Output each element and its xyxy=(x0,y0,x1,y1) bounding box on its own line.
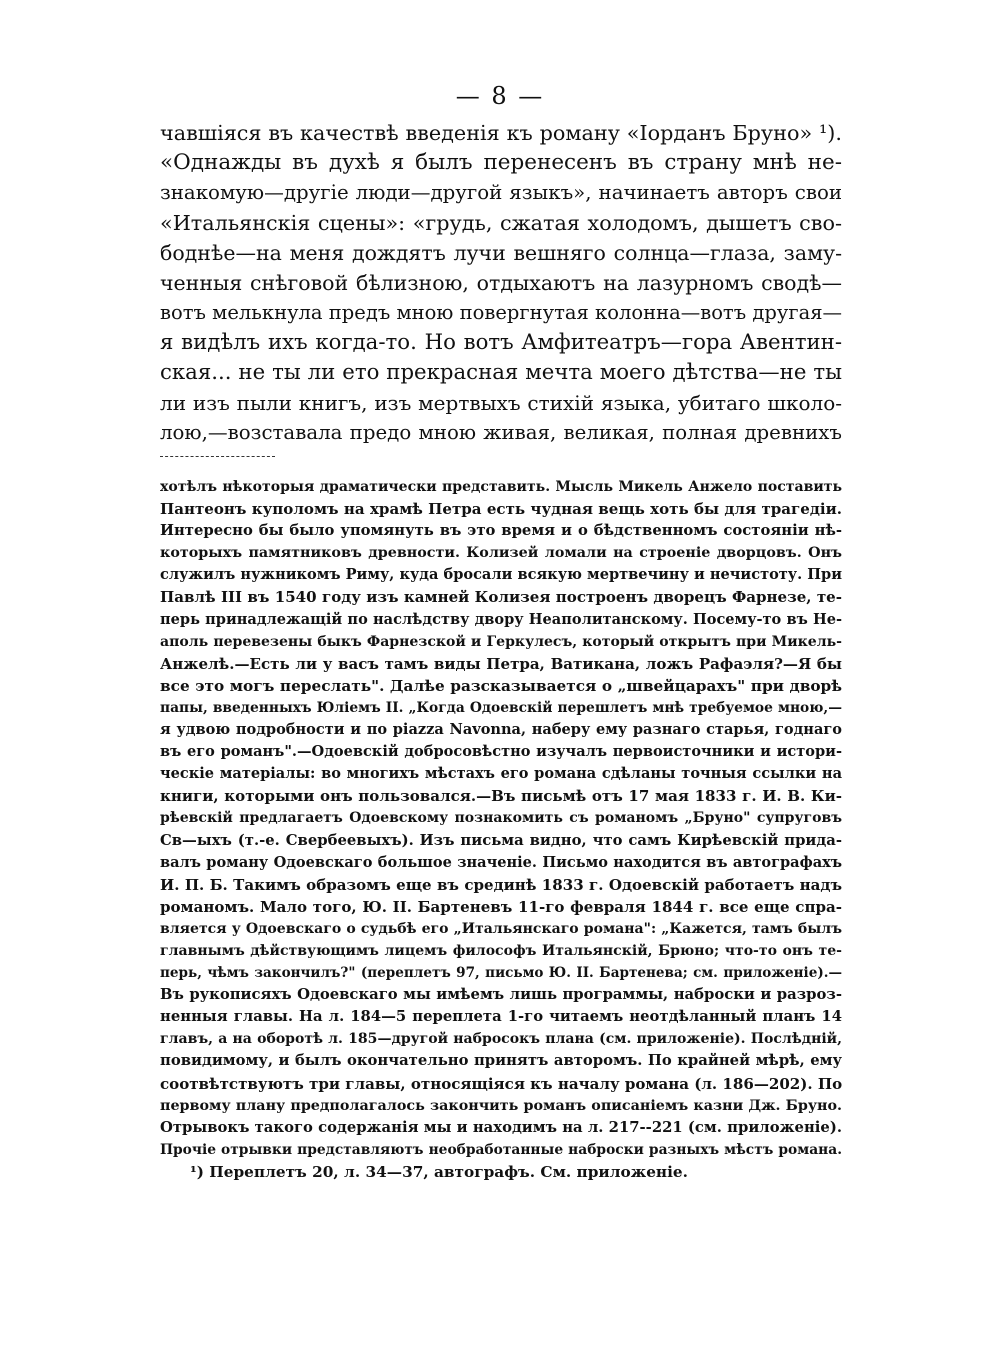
footnote-reference xyxy=(160,1161,842,1183)
footnote-line: первому плану предполагалось закончить романъ описаніемъ казни Дж. Бруно. xyxy=(160,1097,842,1114)
text-line: чавшіяся въ качествѣ введенія къ роману «Іорданъ Бруно» ¹). xyxy=(160,121,842,145)
page-number: — 8 — xyxy=(455,82,545,110)
text-line: ская... не ты ли ето прекрасная мечта моего дѣтства—не ты xyxy=(160,360,842,385)
text-line: «Однажды въ духѣ я былъ перенесенъ въ страну мнѣ не- xyxy=(160,150,842,175)
footnote-line: главнымъ дѣйствующимъ лицемъ философъ Итальянскій, Брюно; что-то онъ те- xyxy=(160,942,842,959)
footnote-line: Прочіе отрывки представляютъ необработанные наброски разныхъ мѣстъ романа. xyxy=(160,1141,842,1158)
footnote-line: перь принадлежащій по наслѣдству двору Неаполитанскому. Посему-то въ Не- xyxy=(160,610,842,628)
footnote-line: Анжелѣ.—Есть ли у васъ тамъ виды Петра, Ватикана, ложъ Рафаэля?—Я бы xyxy=(160,654,842,673)
footnote-line: Въ рукописяхъ Одоевскаго мы имѣемъ лишь программы, наброски и разроз- xyxy=(160,986,842,1004)
footnote-line: И. П. Б. Такимъ образомъ еще въ срединѣ 1833 г. Одоевскій работаетъ надъ xyxy=(160,875,842,894)
footnote-mark: ¹) xyxy=(190,1162,204,1181)
footnote-line: все это могъ переслать". Далѣе разсказывается о „швейцарахъ" при дворѣ xyxy=(160,676,842,695)
footnote-line: я удвою подробности и по piazza Navonna, наберу ему разнаго старья, годнаго xyxy=(160,721,842,739)
footnote-line: ненныя главы. На л. 184—5 переплета 1-го читаемъ неотдѣланный планъ 14 xyxy=(160,1008,842,1026)
footnote-line: романомъ. Мало того, Ю. II. Бартеневъ 11-го февраля 1844 г. все еще спра- xyxy=(160,897,842,916)
footnote-line: книги, которыми онъ пользовался.—Въ письмѣ отъ 17 мая 1833 г. И. В. Ки- xyxy=(160,787,842,806)
footnote-line: аполь перевезены быкъ Фарнезской и Геркулесъ, который открытъ при Микель- xyxy=(160,633,842,650)
footnote-line: валъ роману Одоевскаго большое значеніе. Письмо находится въ автографахъ xyxy=(160,853,842,871)
footnote-line: главъ, а на оборотѣ л. 185—другой набросокъ плана (см. приложеніе). Послѣдній, xyxy=(160,1031,842,1048)
footnote-line: служилъ нужникомъ Риму, куда бросали всякую мертвечину и нечистоту. При xyxy=(160,566,842,584)
footnote-line: соотвѣтствуютъ три главы, относящіяся къ началу романа (л. 186—202). По xyxy=(160,1074,842,1093)
footnote-line: Интересно бы было упомянуть въ это время и о бѣдственномъ состояніи нѣ- xyxy=(160,522,842,540)
footnote-line: хотѣлъ нѣкоторыя драматически представить. Мысль Микель Анжело поставить xyxy=(160,479,842,495)
footnote-line: Павлѣ III въ 1540 году изъ камней Колизея построенъ дворецъ Фарнезе, те- xyxy=(160,588,842,607)
footnotes xyxy=(160,476,842,1183)
text-line: боднѣе—на меня дождятъ лучи вешняго солнца—глаза, заму- xyxy=(160,241,842,265)
footnote-line: рѣевскій предлагаетъ Одоевскому познакомить съ романомъ „Бруно" супруговъ xyxy=(160,810,842,827)
main-text xyxy=(160,118,842,448)
text-line: ченныя снѣговой бѣлизною, отдыхаютъ на лазурномъ сводѣ— xyxy=(160,271,842,295)
footnote-line: Св—ыхъ (т.-е. Свербеевыхъ). Изъ письма видно, что самъ Кирѣевскій прида- xyxy=(160,831,842,849)
footnote-line: перь, чѣмъ закончилъ?" (переплетъ 97, письмо Ю. II. Бартенева; см. приложеніе).— xyxy=(160,965,842,982)
footnote-line: повидимому, и былъ окончательно принятъ авторомъ. По крайней мѣрѣ, ему xyxy=(160,1052,842,1070)
text-line: я видѣлъ ихъ когда-то. Но вотъ Амфитеатръ—гора Авентин- xyxy=(160,330,842,355)
text-line: вотъ мелькнула предъ мною повергнутая колонна—вотъ другая— xyxy=(160,301,842,324)
footnote-line: Отрывокъ такого содержанія мы и находимъ на л. 217--221 (см. приложеніе). xyxy=(160,1118,842,1136)
footnote-separator xyxy=(160,456,275,457)
footnote-line: папы, введенныхъ Юліемъ II. „Когда Одоевскій перешлетъ мнѣ требуемое мною,— xyxy=(160,699,842,716)
footnote-line: въ его романъ".—Одоевскій добросовѣстно изучалъ первоисточники и истори- xyxy=(160,743,842,761)
footnote-line: Пантеонъ куполомъ на храмѣ Петра есть чудная вещь хоть бы для трагедіи. xyxy=(160,500,842,519)
text-line: «Итальянскія сцены»: «грудь, сжатая холодомъ, дышетъ сво- xyxy=(160,211,842,235)
footnote-reference-text: Переплетъ 20, л. 34—37, автографъ. См. приложеніе. xyxy=(203,1162,688,1181)
footnote-line: ческіе матеріалы: во многихъ мѣстахъ его романа сдѣланы точныя ссылки на xyxy=(160,765,842,783)
footnote-line: вляется у Одоевскаго о судьбѣ его „Итальянскаго романа": „Кажется, тамъ былъ xyxy=(160,920,842,937)
text-line: знакомую—другіе люди—другой языкъ», начинаетъ авторъ свои xyxy=(160,181,842,204)
text-line: ли изъ пыли книгъ, изъ мертвыхъ стихій языка, убитаго школо- xyxy=(160,391,842,415)
text-line: лою,—возставала предо мною живая, великая, полная древнихъ xyxy=(160,421,842,444)
footnote-line: которыхъ памятниковъ древности. Колизей ломали на строеніе дворцовъ. Онъ xyxy=(160,545,842,562)
